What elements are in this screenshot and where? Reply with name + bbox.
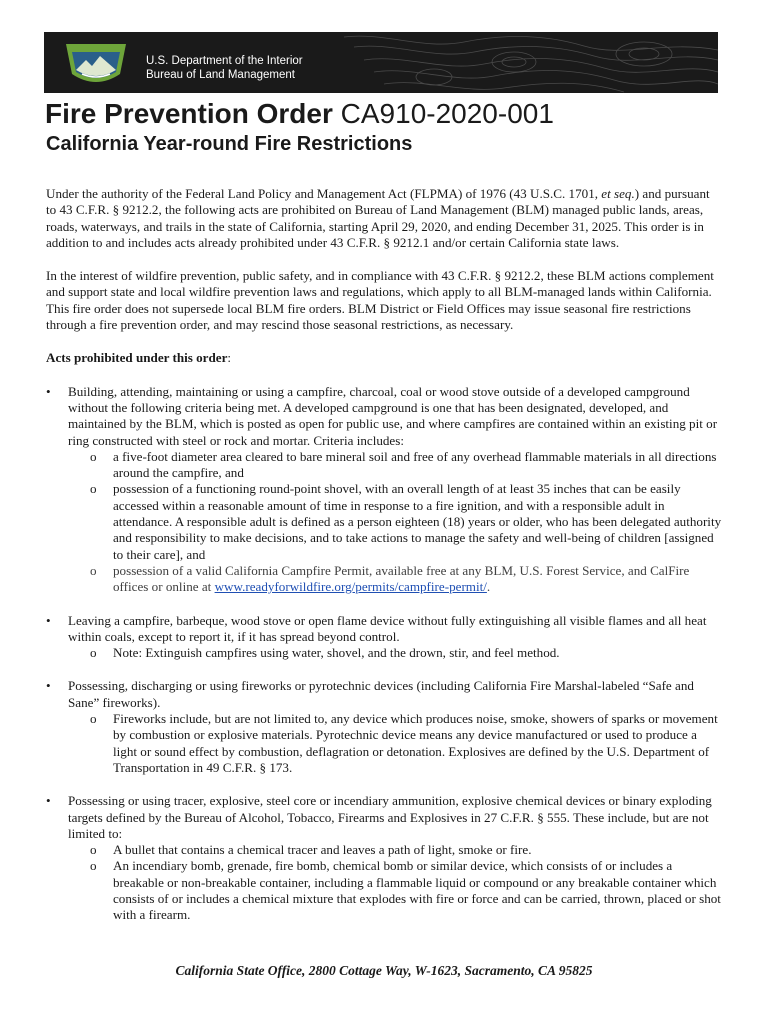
sublist-item bbox=[68, 449, 722, 482]
sub-bullet-marker: o bbox=[90, 645, 97, 661]
bullet-marker: • bbox=[46, 383, 51, 399]
acts-heading-text: Acts prohibited under this order bbox=[46, 350, 228, 366]
permit-period: . bbox=[486, 579, 491, 595]
sublist-item-text: a five-foot diameter area cleared to bare mineral soil and free of any overhead flammable materials in all directions around the campfire, and bbox=[113, 448, 717, 481]
agency-name bbox=[146, 54, 303, 82]
note-sublist bbox=[68, 645, 722, 661]
agency-line-2: Bureau of Land Management bbox=[146, 69, 295, 81]
bullet-marker: • bbox=[46, 793, 51, 809]
title-bold-text: Fire Prevention Order bbox=[45, 98, 333, 129]
sub-bullet-marker: o bbox=[90, 562, 97, 578]
document-title bbox=[45, 97, 554, 131]
sublist-item-text: Fireworks include, but are not limited to, any device which produces noise, smoke, showers of sparks or movement by combustion or explosive materials. Pyrotechnic device means any device manufactured or used to produce a light or sound effect by combustion, deflagration or detonation. Explosives are defined by the U.S. Department of Transportation in 49 C.F.R. § 173. bbox=[113, 711, 718, 775]
sub-bullet-marker: o bbox=[90, 711, 97, 727]
campfire-permit-link[interactable]: www.readyforwildfire.org/permits/campfire-permit/ bbox=[214, 579, 487, 595]
intro-text-a: Under the authority of the Federal Land Policy and Management Act (FLPMA) of 1976 (43 U.S.C. 1701, bbox=[46, 186, 602, 201]
list-item-text: Building, attending, maintaining or using a campfire, charcoal, coal or wood stove outside of a developed campground without the following criteria being met. A developed campground is one that has been designated, developed, and maintained by the BLM, which is posted as open for public use, and where campfires are contained within an existing pit or ring constructed with steel or rock and mortar. Criteria includes: bbox=[68, 383, 718, 448]
sub-bullet-marker: o bbox=[90, 858, 97, 874]
sublist-item-text: Note: Extinguish campfires using water, shovel, and the drown, stir, and feel method. bbox=[113, 645, 560, 661]
sublist-item bbox=[68, 481, 722, 562]
sublist-item bbox=[68, 645, 722, 661]
sublist-item bbox=[68, 563, 722, 596]
sub-bullet-marker: o bbox=[90, 842, 97, 858]
list-item bbox=[46, 793, 722, 923]
intro-text-b: ) and pursuant to 43 C.F.R. § 9212.2, the following acts are prohibited on Bureau of Land Management (BLM) managed public lands, areas, roads, waterways, and trails in the state of California, starting April 29, 2020, and ending December 31, 2025. This order is in addition to and includes acts already prohibited under 43 C.F.R. § 9212.1 and/or certain California state laws. bbox=[46, 186, 710, 250]
sublist-item bbox=[68, 711, 722, 776]
ammunition-sublist bbox=[68, 842, 722, 923]
list-item bbox=[46, 384, 722, 596]
acts-heading-colon: : bbox=[227, 350, 232, 366]
sublist-item bbox=[68, 858, 722, 923]
criteria-sublist bbox=[68, 449, 722, 596]
sublist-item bbox=[68, 842, 722, 858]
list-item bbox=[46, 613, 722, 662]
list-item bbox=[46, 678, 722, 776]
agency-line-1: U.S. Department of the Interior bbox=[146, 55, 303, 67]
intro-et-seq: et seq. bbox=[601, 186, 635, 201]
document-subtitle: California Year-round Fire Restrictions bbox=[46, 133, 413, 155]
list-item-text: Possessing or using tracer, explosive, steel core or incendiary ammunition, explosive chemical devices or binary exploding targets defined by the Bureau of Alcohol, Tobacco, Firearms and Explosives in 27 C.F.R. § 555. These include, but are not limited to: bbox=[68, 793, 712, 841]
sublist-item-text: possession of a functioning round-point shovel, with an overall length of at least 35 inches that can be easily accessed within a reasonable amount of time in response to a fire ignition, and with a responsible adult in attendance. A responsible adult is defined as a person eighteen (18) years or older, who has been delegated authority and responsibility to make decisions, and to take actions to manage the safety and well-being of children [assigned to their care], and bbox=[113, 481, 722, 562]
permit-text: possession of a valid California Campfire Permit, available free at any BLM, U.S. Forest Service, and CalFire offices or online at bbox=[113, 562, 690, 595]
order-number: CA910-2020-001 bbox=[332, 98, 554, 129]
prohibited-acts-list bbox=[46, 384, 722, 924]
list-item-text: Possessing, discharging or using fireworks or pyrotechnic devices (including California Fire Marshal-labeled “Safe and Sane” fireworks). bbox=[68, 678, 694, 710]
bullet-marker: • bbox=[46, 612, 51, 628]
intro-paragraph bbox=[46, 186, 722, 251]
list-item-text: Leaving a campfire, barbeque, wood stove or open flame device without fully extinguishing all visible flames and all heat within coals, except to report it, if it has spread beyond control. bbox=[68, 612, 707, 644]
sublist-item-text: An incendiary bomb, grenade, fire bomb, chemical bomb or similar device, which consists of or includes a breakable or non-breakable container, including a flammable liquid or compound or any breakable container which consists of or includes a chemical mixture that explodes with fire or force and can be carried, thrown, placed or shot with a firearm. bbox=[113, 858, 721, 923]
document-body bbox=[46, 186, 722, 941]
sub-bullet-marker: o bbox=[90, 481, 97, 497]
sublist-item-text: A bullet that contains a chemical tracer and leaves a path of light, smoke or fire. bbox=[113, 842, 532, 858]
office-address-footer: California State Office, 2800 Cottage Way, W-1623, Sacramento, CA 95825 bbox=[175, 963, 593, 978]
sub-bullet-marker: o bbox=[90, 448, 97, 464]
acts-heading bbox=[46, 350, 722, 366]
compliance-paragraph: In the interest of wildfire prevention, public safety, and in compliance with 43 C.F.R. § 9212.2, these BLM actions complement and support state and local wildfire prevention laws and regulations, which apply to all BLM-managed lands within California. This fire order does not supersede local BLM fire orders. BLM District or Field Offices may issue seasonal fire restrictions through a fire prevention order, and may rescind those seasonal restrictions, as necessary. bbox=[46, 268, 714, 333]
fireworks-sublist bbox=[68, 711, 722, 776]
blm-shield-logo-icon bbox=[62, 40, 130, 90]
agency-header-banner bbox=[44, 32, 718, 93]
bullet-marker: • bbox=[46, 678, 51, 694]
